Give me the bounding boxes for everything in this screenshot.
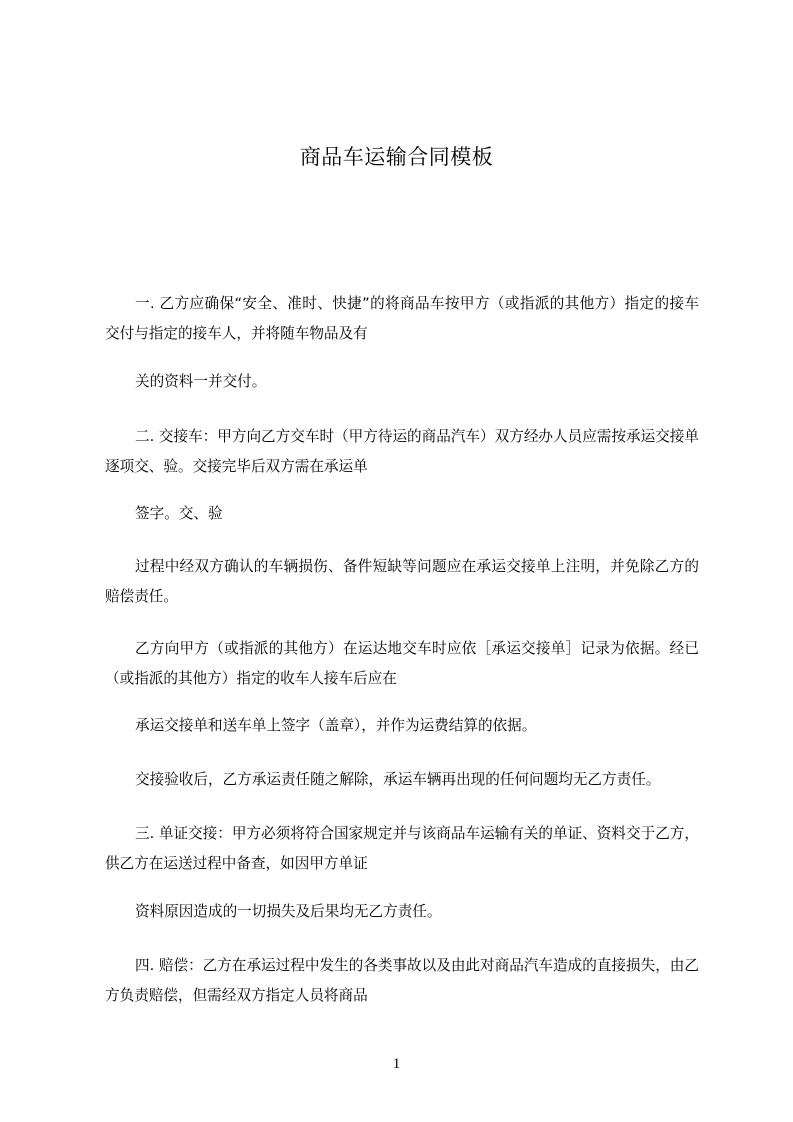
paragraph-clause-3: 三. 单证交接：甲方必须将符合国家规定并与该商品车运输有关的单证、资料交于乙方，供乙方在运送过程中备查，如因甲方单证 <box>105 825 699 872</box>
paragraph-clause-4: 四. 赔偿：乙方在承运过程中发生的各类事故以及由此对商品汽车造成的直接损失，由乙方负责赔偿，但需经双方指定人员将商品 <box>105 957 699 1004</box>
document-title: 商品车运输合同模板 <box>299 145 494 169</box>
paragraph-liability-release: 交接验收后，乙方承运责任随之解除，承运车辆再出现的任何问题均无乙方责任。 <box>135 771 661 788</box>
page-number: 1 <box>392 1056 401 1072</box>
paragraph-inspection: 过程中经双方确认的车辆损伤、备件短缺等问题应在承运交接单上注明，并免除乙方的赔偿责任。 <box>105 558 699 605</box>
paragraph-clause-2: 二. 交接车：甲方向乙方交车时（甲方待运的商品汽车）双方经办人员应需按承运交接单逐项交、验。交接完毕后双方需在承运单 <box>105 428 699 475</box>
paragraph-clause-1: 一. 乙方应确保“安全、准时、快捷”的将商品车按甲方（或指派的其他方）指定的接车交付与指定的接车人，并将随车物品及有 <box>105 295 699 342</box>
paragraph-clause-2-continued: 签字。交、验 <box>135 505 223 522</box>
paragraph-clause-1-continued: 关的资料一并交付。 <box>135 373 267 390</box>
paragraph-clause-3-continued: 资料原因造成的一切损失及后果均无乙方责任。 <box>135 903 442 920</box>
paragraph-delivery: 乙方向甲方（或指派的其他方）在运达地交车时应依［承运交接单］记录为依据。经已（或指派的其他方）指定的收车人接车后应在 <box>105 640 699 687</box>
paragraph-delivery-continued: 承运交接单和送车单上签字（盖章），并作为运费结算的依据。 <box>135 717 537 734</box>
